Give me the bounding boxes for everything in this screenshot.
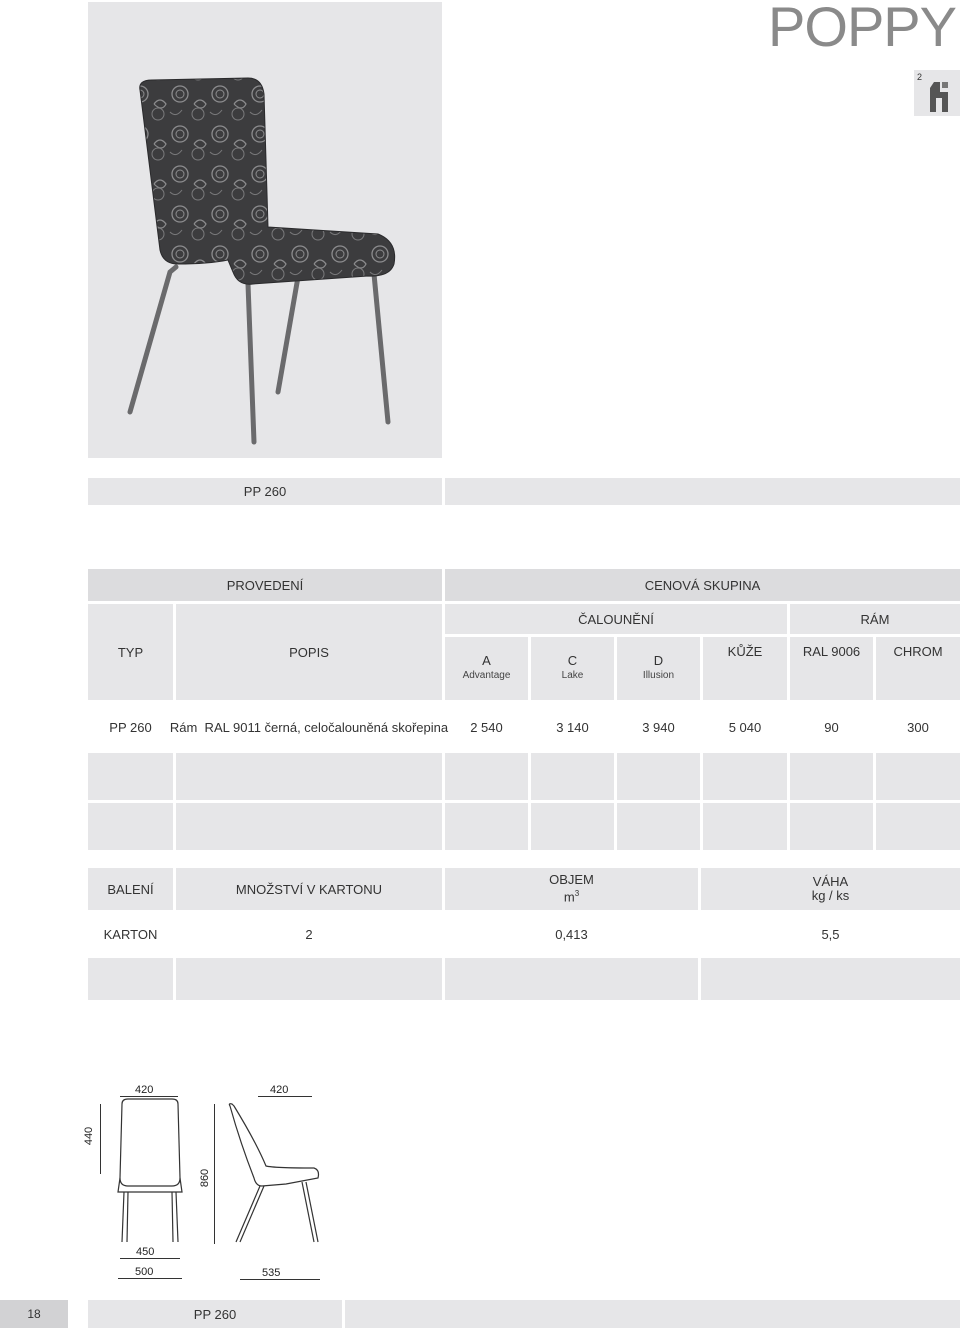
col-d-sub: Illusion	[642, 670, 675, 681]
front-width-line	[120, 1096, 178, 1097]
page-badge-number: 2	[917, 72, 923, 82]
side-width-label: 420	[270, 1084, 289, 1096]
footer-page-number: 18	[0, 1300, 68, 1328]
packing-empty-baleni	[88, 958, 173, 1000]
empty-row-2-d	[617, 803, 700, 850]
popis-header: POPIS	[176, 604, 442, 700]
chair-illustration	[88, 2, 442, 458]
seat-height-label: 440	[83, 1126, 96, 1146]
packing-row-objem: 0,413	[555, 926, 588, 942]
col-kuze-header	[703, 637, 787, 700]
row-typ: PP 260	[109, 719, 152, 735]
empty-row-2-popis	[176, 803, 442, 850]
empty-row-1-kuze	[703, 753, 787, 800]
col-chrom-header	[876, 637, 960, 700]
objem-unit: $m^3$	[563, 889, 580, 905]
empty-row-2-typ	[88, 803, 173, 850]
col-a-sub: Advantage	[462, 670, 511, 681]
chair-front-view	[110, 1096, 200, 1246]
ram-header: RÁM	[790, 604, 960, 634]
packing-row-vaha: 5,5	[821, 926, 840, 942]
total-height-label: 860	[199, 1168, 212, 1188]
footer-code: PP 260	[88, 1300, 342, 1328]
total-height-line	[214, 1104, 215, 1244]
packing-empty-mnozstvi	[176, 958, 442, 1000]
front-base-label: 450	[136, 1246, 155, 1258]
product-code-label: PP 260	[88, 478, 442, 505]
empty-row-1-a	[445, 753, 528, 800]
col-chrom-code: CHROM	[893, 644, 943, 659]
packing-row-mnozstvi: 2	[305, 926, 313, 942]
front-overall-label: 500	[135, 1266, 154, 1278]
empty-row-2-chrom	[876, 803, 960, 850]
empty-row-1-chrom	[876, 753, 960, 800]
row-price-a: 2 540	[470, 719, 503, 735]
dimension-drawing	[80, 1076, 340, 1286]
objem-label: OBJEM	[549, 872, 594, 888]
empty-row-1-d	[617, 753, 700, 800]
empty-row-1-typ	[88, 753, 173, 800]
product-image	[88, 2, 442, 458]
row-price-chrom: 300	[907, 719, 929, 735]
baleni-header: BALENÍ	[88, 868, 173, 910]
provedeni-header: PROVEDENÍ	[88, 569, 442, 601]
empty-row-1-popis	[176, 753, 442, 800]
col-a-code: A	[482, 653, 491, 668]
vaha-unit: kg / ks	[811, 888, 850, 903]
chair-side-view	[226, 1102, 326, 1248]
cenova-skupina-header: CENOVÁ SKUPINA	[445, 569, 960, 601]
calouneni-header: ČALOUNĚNÍ	[445, 604, 787, 634]
vaha-header	[701, 868, 960, 910]
page-title: POPPY	[768, 0, 956, 58]
objem-header	[445, 868, 698, 910]
empty-row-2-a	[445, 803, 528, 850]
col-d-code: D	[653, 653, 664, 668]
brand-logo-badge	[914, 70, 960, 116]
col-d-header	[617, 637, 700, 700]
front-width-label: 420	[135, 1084, 154, 1096]
col-a-header	[445, 637, 528, 700]
packing-empty-vaha	[701, 958, 960, 1000]
col-ral9006-header	[790, 637, 873, 700]
row-price-kuze: 5 040	[728, 719, 762, 735]
col-c-code: C	[567, 653, 578, 668]
empty-row-1-c	[531, 753, 614, 800]
footer-bar-right	[345, 1300, 960, 1328]
side-depth-label: 535	[262, 1267, 281, 1279]
row-price-c: 3 140	[556, 719, 589, 735]
vaha-label: VÁHA	[812, 874, 849, 889]
empty-row-1-ral	[790, 753, 873, 800]
col-c-sub: Lake	[561, 670, 584, 681]
empty-row-2-c	[531, 803, 614, 850]
col-ral9006-code: RAL 9006	[802, 644, 861, 659]
col-kuze-code: KŮŽE	[727, 644, 763, 659]
side-width-line	[258, 1096, 312, 1097]
brand-logo-icon	[926, 78, 954, 112]
front-base-line	[120, 1258, 180, 1259]
row-price-d: 3 940	[642, 719, 675, 735]
mnozstvi-header: MNOŽSTVÍ V KARTONU	[176, 868, 442, 910]
packing-empty-objem	[445, 958, 698, 1000]
front-overall-line	[118, 1278, 182, 1279]
row-price-ral9006: 90	[824, 719, 839, 735]
col-c-header	[531, 637, 614, 700]
row-popis: Rám RAL 9011 černá, celočalouněná skořepina	[169, 719, 449, 735]
empty-row-2-ral	[790, 803, 873, 850]
packing-row-baleni: KARTON	[103, 926, 158, 942]
product-code-bar-right	[445, 478, 960, 505]
empty-row-2-kuze	[703, 803, 787, 850]
typ-header: TYP	[88, 604, 173, 700]
side-depth-line	[240, 1279, 320, 1280]
seat-height-line	[100, 1104, 101, 1174]
